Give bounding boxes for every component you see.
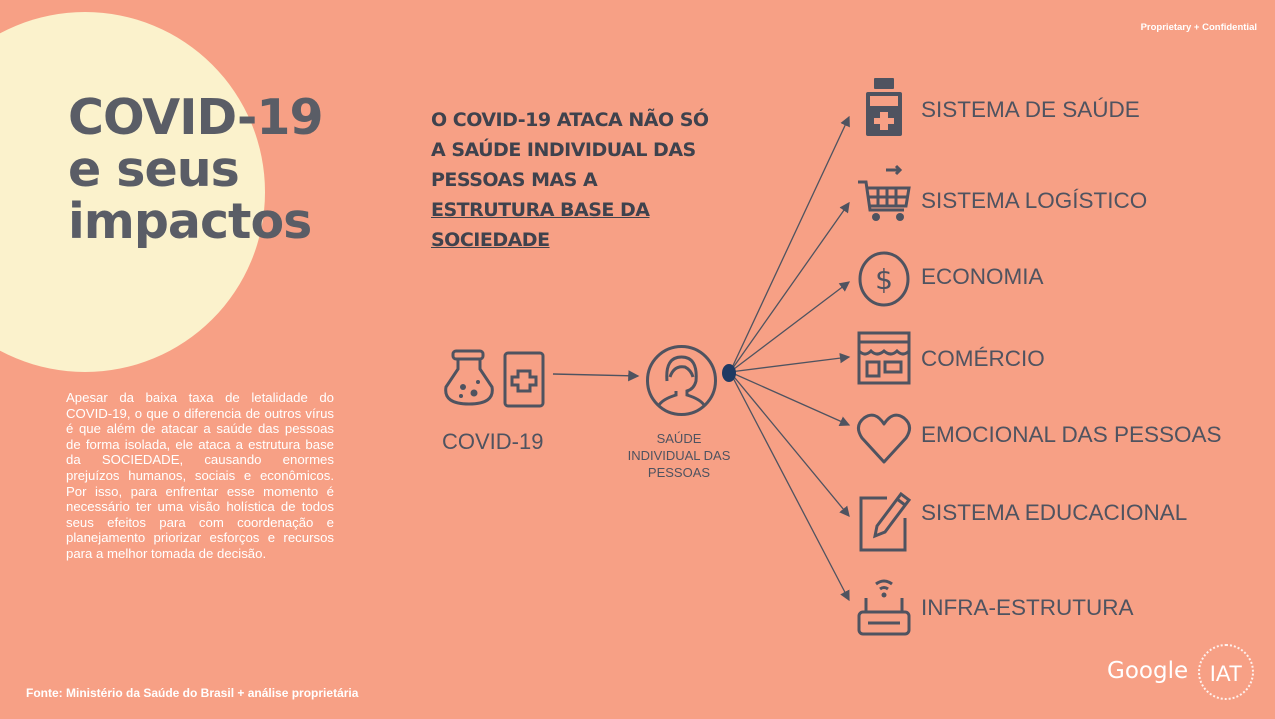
pencil-paper-icon bbox=[857, 488, 913, 554]
headline-line-3: PESSOAS MAS A bbox=[431, 169, 598, 191]
impact-label-economia: ECONOMIA bbox=[921, 264, 1044, 289]
arrow-to-emocional bbox=[730, 372, 849, 425]
arrow-covid-to-person bbox=[553, 374, 638, 376]
router-icon bbox=[856, 576, 912, 640]
proprietary-notice: Proprietary + Confidential bbox=[1140, 22, 1257, 33]
svg-text:$: $ bbox=[875, 263, 893, 296]
impact-label-emocional: EMOCIONAL DAS PESSOAS bbox=[921, 422, 1222, 447]
dollar-coin-icon bbox=[857, 250, 911, 308]
storefront-icon bbox=[857, 330, 911, 386]
person-label bbox=[618, 430, 740, 481]
headline-line-5: SOCIEDADE bbox=[431, 229, 550, 251]
headline-line-4: ESTRUTURA BASE DA bbox=[431, 199, 650, 221]
title-line-1: COVID-19 bbox=[68, 89, 323, 146]
medicine-bottle-icon bbox=[864, 76, 904, 138]
title-line-3: impactos bbox=[68, 193, 312, 250]
headline-line-2: A SAÚDE INDIVIDUAL DAS bbox=[431, 139, 696, 161]
person-label-line-1: SAÚDE bbox=[656, 431, 702, 446]
impact-label-logistico: SISTEMA LOGÍSTICO bbox=[921, 188, 1148, 213]
shopping-cart-icon bbox=[856, 162, 912, 224]
person-label-line-2: INDIVIDUAL DAS bbox=[627, 448, 731, 463]
arrow-to-saude bbox=[730, 117, 849, 372]
covid-label: COVID-19 bbox=[442, 429, 544, 454]
impact-label-infra: INFRA-ESTRUTURA bbox=[921, 595, 1134, 620]
headline-line-1: O COVID-19 ATACA NÃO SÓ bbox=[431, 109, 709, 131]
iat-logo: IAT bbox=[1198, 644, 1254, 700]
arrow-to-economia bbox=[730, 282, 849, 372]
medical-card-icon bbox=[503, 351, 545, 409]
description-text: Apesar da baixa taxa de letalidade do COVID-19, o que o diferencia de outros vírus é que além de atacar a saúde das pessoas de forma isolada, ele ataca a estrutura base da SOCIEDADE, causando enormes prejuízos humanos, sociais e econômicos. Por isso, para enfrentar esse momento é necessário ter uma visão holística de todos seus efeitos para com coordenação e planejamento priorizar esforços e recursos para a melhor tomada de decisão. bbox=[66, 390, 334, 561]
impact-label-educacional: SISTEMA EDUCACIONAL bbox=[921, 500, 1188, 525]
person-label-line-3: PESSOAS bbox=[647, 465, 711, 480]
google-logo: Google bbox=[1107, 658, 1189, 684]
title-line-2: e seus bbox=[68, 141, 239, 198]
heart-icon bbox=[856, 410, 912, 466]
person-icon bbox=[644, 343, 719, 418]
impact-label-comercio: COMÉRCIO bbox=[921, 346, 1045, 371]
arrow-to-infra bbox=[730, 372, 849, 600]
flask-icon bbox=[441, 349, 497, 407]
hub-dot bbox=[722, 364, 736, 382]
arrow-to-educacional bbox=[730, 372, 849, 516]
arrow-to-logistico bbox=[730, 203, 849, 372]
source-note: Fonte: Ministério da Saúde do Brasil + análise proprietária bbox=[26, 686, 359, 700]
impact-label-saude: SISTEMA DE SAÚDE bbox=[921, 97, 1140, 122]
